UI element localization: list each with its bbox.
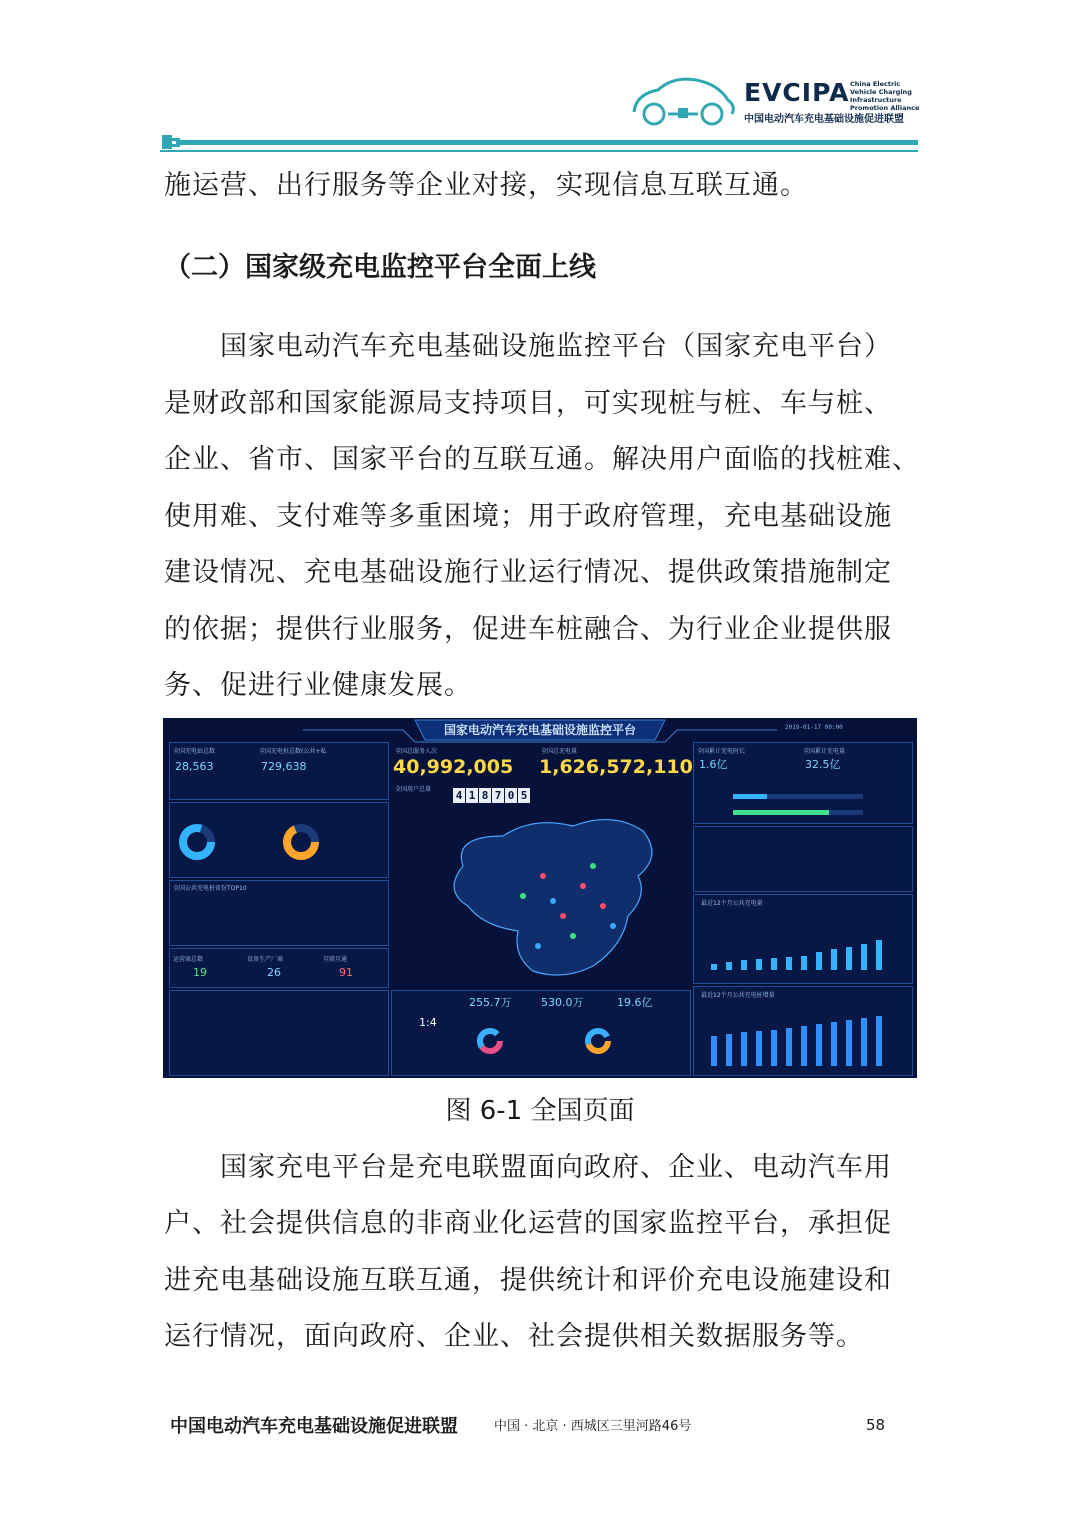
bar-chart-2 [703, 1008, 903, 1068]
page-number: 58 [866, 1416, 886, 1434]
figure-caption: 图 6-1 全国页面 [445, 1096, 635, 1126]
bar [741, 1032, 747, 1066]
stat-value: 32.5亿 [805, 758, 841, 771]
bar-chart-1 [703, 912, 903, 972]
bar [786, 957, 792, 970]
stat-label: 全国累计充电时长 [697, 748, 746, 755]
stat-label: 全国总充电量 [541, 748, 578, 755]
donut-chart-1 [177, 822, 217, 862]
dashboard-title: 国家电动汽车充电基础设施监控平台 [443, 723, 636, 737]
paragraph-line: 户、社会提供信息的非商业化运营的国家监控平台，承担促 [164, 1208, 892, 1239]
logo-wordmark: EVCIPA [744, 78, 850, 107]
footer-org: 中国电动汽车充电基础设施促进联盟 [170, 1416, 458, 1437]
progress-track [733, 810, 863, 815]
bar [771, 958, 777, 970]
stat-label: 全国总服务人次 [395, 748, 438, 755]
bar [861, 944, 867, 970]
bar [741, 960, 747, 970]
stat-label: 设备生产厂商 [247, 956, 284, 963]
bar [876, 1016, 882, 1066]
stat-label: 互联互通 [323, 956, 348, 963]
stat-value: 91 [339, 966, 353, 979]
bar [726, 1034, 732, 1066]
paragraph-line: 是财政部和国家能源局支持项目，可实现桩与桩、车与桩、 [164, 388, 892, 419]
paragraph-line: 企业、省市、国家平台的互联互通。解决用户面临的找桩难、 [164, 444, 920, 475]
paragraph-line: 运行情况，面向政府、企业、社会提供相关数据服务等。 [164, 1321, 864, 1352]
donut-chart-4 [583, 1026, 613, 1056]
donut-chart-2 [281, 822, 321, 862]
stat-label: 全国充电桩总数(公共+私 [259, 748, 327, 755]
bar [801, 1026, 807, 1066]
dashboard-screenshot [163, 718, 917, 1078]
paragraph-line: 国家充电平台是充电联盟面向政府、企业、电动汽车用 [220, 1152, 892, 1183]
bar [861, 1018, 867, 1066]
stat-label: 全国充电站总数 [173, 748, 216, 755]
footer-address: 中国 · 北京 · 西城区三里河路46号 [494, 1419, 692, 1434]
paragraph-line: 务、促进行业健康发展。 [164, 670, 472, 701]
paragraph-line: 国家电动汽车充电基础设施监控平台（国家充电平台） [220, 331, 892, 362]
header-rule-thin [160, 150, 918, 152]
bar [831, 1022, 837, 1066]
car-logo-icon [628, 72, 738, 130]
counter-digit: 5 [518, 788, 530, 803]
bar [876, 940, 882, 970]
stat-label: 全国用户总量 [395, 786, 432, 793]
stat-label: 全国累计充电量 [803, 748, 846, 755]
bar [831, 949, 837, 970]
total-users: 40,992,005 [393, 756, 514, 778]
stat-value: 1.6亿 [699, 758, 728, 771]
progress-track [733, 794, 863, 799]
ev-count: 19.6亿 [617, 996, 653, 1009]
counter-digit: 0 [505, 788, 517, 803]
paragraph-line: 进充电基础设施互联互通，提供统计和评价充电设施建设和 [164, 1265, 892, 1296]
progress-fill [733, 794, 767, 799]
stat-value: 26 [267, 966, 281, 979]
logo-chinese-name: 中国电动汽车充电基础设施促进联盟 [744, 114, 904, 125]
ev-count: 530.0万 [541, 996, 584, 1009]
user-counter [453, 788, 531, 803]
bar [786, 1028, 792, 1066]
bar [801, 956, 807, 970]
china-map [423, 806, 673, 986]
counter-digit: 1 [466, 788, 478, 803]
bar [816, 952, 822, 970]
bar [726, 962, 732, 970]
progress-fill [733, 810, 829, 815]
stat-value: 729,638 [261, 760, 307, 773]
paragraph-line: 的依据；提供行业服务，促进车桩融合、为行业企业提供服 [164, 614, 892, 645]
panel-label: 全国公共充电桩省份TOP10 [173, 885, 247, 892]
stat-value: 19 [193, 966, 207, 979]
stat-label: 运营商总数 [173, 956, 204, 963]
total-energy: 1,626,572,110 [539, 756, 693, 778]
panel-operator-top10 [169, 990, 389, 1076]
counter-digit: 8 [479, 788, 491, 803]
paragraph-intro: 施运营、出行服务等企业对接，实现信息互联互通。 [164, 170, 808, 201]
panel-province-top10 [693, 826, 913, 892]
counter-digit: 7 [492, 788, 504, 803]
bar [846, 1020, 852, 1066]
header-logo [628, 72, 918, 132]
header-rule [176, 140, 918, 145]
panel-label: 最近12个月公共充电量 [701, 900, 763, 907]
panel-label: 最近12个月公共充电桩增量 [701, 992, 775, 999]
donut-chart-3 [475, 1026, 505, 1056]
dashboard-date: 2019-01-17 00:00 [785, 724, 843, 731]
paragraph-line: 使用难、支付难等多重困境；用于政府管理，充电基础设施 [164, 501, 892, 532]
logo-english-name: China Electric Vehicle Charging Infrastructure Promotion Alliance [850, 80, 920, 112]
bar [816, 1024, 822, 1066]
bar [756, 959, 762, 970]
paragraph-line: 建设情况、充电基础设施行业运行情况、提供政策措施制定 [164, 557, 892, 588]
counter-digit: 4 [453, 788, 465, 803]
bar [711, 964, 717, 970]
bar [846, 947, 852, 970]
bar [756, 1031, 762, 1066]
bar [771, 1030, 777, 1066]
section-heading: （二）国家级充电监控平台全面上线 [164, 252, 596, 283]
car-ratio: 1:4 [419, 1016, 437, 1029]
stat-value: 28,563 [175, 760, 214, 773]
bar [711, 1036, 717, 1066]
ev-count: 255.7万 [469, 996, 512, 1009]
